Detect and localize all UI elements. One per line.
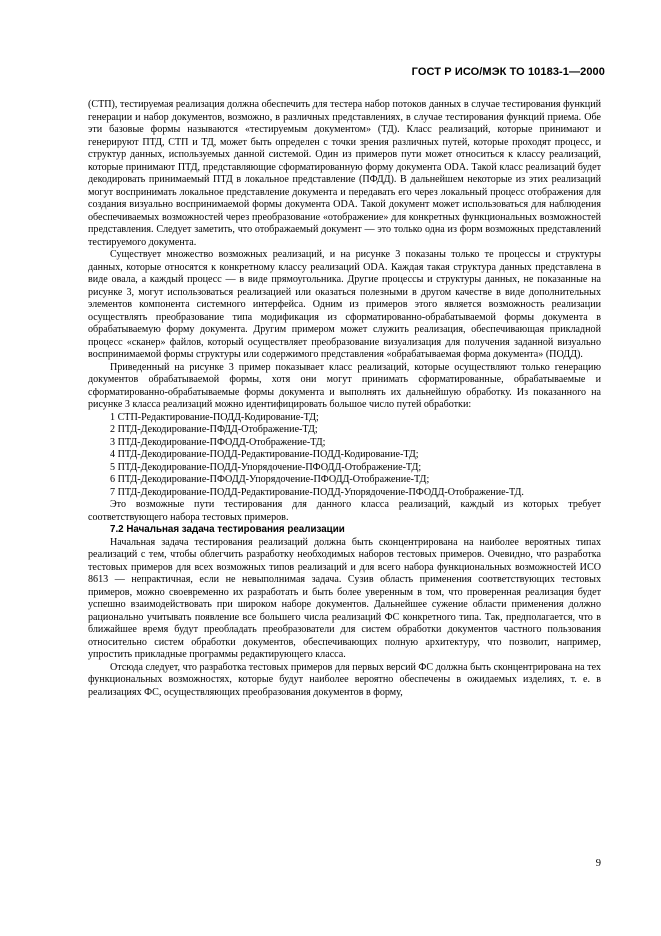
list-item: 1 СТП-Редактирование-ПОДД-Кодирование-ТД; xyxy=(110,411,319,423)
list-item: 7 ПТД-Декодирование-ПОДД-Редактирование-ПОДД-Упорядочение-ПФОДД-Отображение-ТД. xyxy=(110,486,524,498)
paragraph: Существует множество возможных реализаций, и на рисунке 3 показаны только те процессы и структуры данных, которые относятся к конкретному классу реализаций ODA. Каждая такая структура данных представлена в виде овала, а каждый процесс — в виде прямоугольника. Другие процессы и структуры данных, не показанные на рисунке 3, могут использоваться реализацией или оказаться полезными в другом качестве в виде дополнительных элементов компонента системного интерфейса. Одним из примеров этого является возможность реализации осуществлять преобразование типа модификация из сформатированно-обрабатываемой формы документа в обрабатываемую форму документа. Другим примером может служить реализация, обеспечивающая прикладной процесс «сканер» файлов, который осуществляет преобразование визуализация для получения заданной визуально воспринимаемой формы структуры или содержимого представления «обрабатываемая форма документа» (ПОДД). xyxy=(88,249,601,360)
paragraph: Начальная задача тестирования реализаций должна быть сконцентрирована на наиболее вероятных типах реализаций с тем, чтобы облегчить разработку необходимых наборов тестовых примеров. Очевидно, что разработка тестовых примеров для всех возможных типов реализаций и для всего набора функциональных возможностей ИСО 8613 — непрактичная, если не невыполнимая задача. Сузив область применения соответствующих тестовых примеров, можно своевременно их разработать и быть более уверенным в том, что проверенная реализация будет успешно взаимодействовать при широком наборе документов. Дальнейшее сужение области применения должно рационально учитывать появление все большего числа реализаций ФС конкретного типа. Так, предполагается, что в ближайшее время будут преобладать преобразователи для систем обработки документов частного пользования относительно систем обработки документов, обеспечивающих полную архитектуру, что позволит, например, упростить прикладные программы редактирующего класса. xyxy=(88,536,601,660)
page-number: 9 xyxy=(595,858,601,869)
document-header: ГОСТ Р ИСО/МЭК ТО 10183-1—2000 xyxy=(411,66,605,78)
paragraph-continuation: (СТП), тестируемая реализация должна обеспечить для тестера набор потоков данных в случае тестирования функций генерации и набор документов, возможно, в различных представлениях, в случае тестирования функций приема. Обе эти базовые формы называются «тестируемым документом» (ТД). Класс реализаций, которые принимают и генерируют ПТД, СТП и ТД, может быть определен с точки зрения различных путей, которые проходят процесс, и структур данных, используемых данной системой. Один из примеров пути может относиться к классу реализаций, которые принимают ПТД, представляющие сформатированную форму документа ODA. Такой класс реализаций будет декодировать принимаемый ПТД в локальное представление (ПФДД). В дальнейшем некоторые из этих реализаций могут воспринимать локальное представление документа и передавать его через локальный процесс отображения для создания визуально воспринимаемой формы документа ODA. Такой документ может использоваться для наблюдения обеспечиваемых возможностей через преобразование «отображение» для конкретных функциональных возможностей представления. Следует заметить, что отображаемый документ — это только одна из форм возможных представлений тестируемого документа. xyxy=(88,99,601,248)
paragraph: Это возможные пути тестирования для данного класса реализаций, каждый из которых требует соответствующего набора тестовых примеров. xyxy=(88,499,601,523)
document-body xyxy=(88,99,601,699)
list-item: 5 ПТД-Декодирование-ПОДД-Упорядочение-ПФОДД-Отображение-ТД; xyxy=(110,461,422,473)
paragraph: Приведенный на рисунке 3 пример показывает класс реализаций, которые осуществляют только генерацию документов обрабатываемой формы, хотя они могут принимать сформатированные, обрабатываемые и сформатированно-обрабатываемые формы документа и выполнять их дальнейшую обработку. Из показанного на рисунке 3 класса реализаций можно идентифицировать большое число путей обработки: xyxy=(88,361,601,410)
list-item: 6 ПТД-Декодирование-ПФОДД-Упорядочение-ПФОДД-Отображение-ТД; xyxy=(110,474,430,485)
paragraph: Отсюда следует, что разработка тестовых примеров для первых версий ФС должна быть сконцентрирована на тех функциональных возможностях, которые будут наиболее вероятно обеспечены в ожидаемых изделиях, т. е. в реализациях ФС, осуществляющих преобразования документов в форму, xyxy=(88,661,601,698)
section-heading: 7.2 Начальная задача тестирования реализации xyxy=(110,524,345,535)
list-item: 3 ПТД-Декодирование-ПФОДД-Отображение-ТД; xyxy=(110,436,326,448)
list-item: 2 ПТД-Декодирование-ПФДД-Отображение-ТД; xyxy=(110,424,318,435)
processing-paths-list xyxy=(88,412,601,500)
list-item: 4 ПТД-Декодирование-ПОДД-Редактирование-ПОДД-Кодирование-ТД; xyxy=(110,449,419,460)
